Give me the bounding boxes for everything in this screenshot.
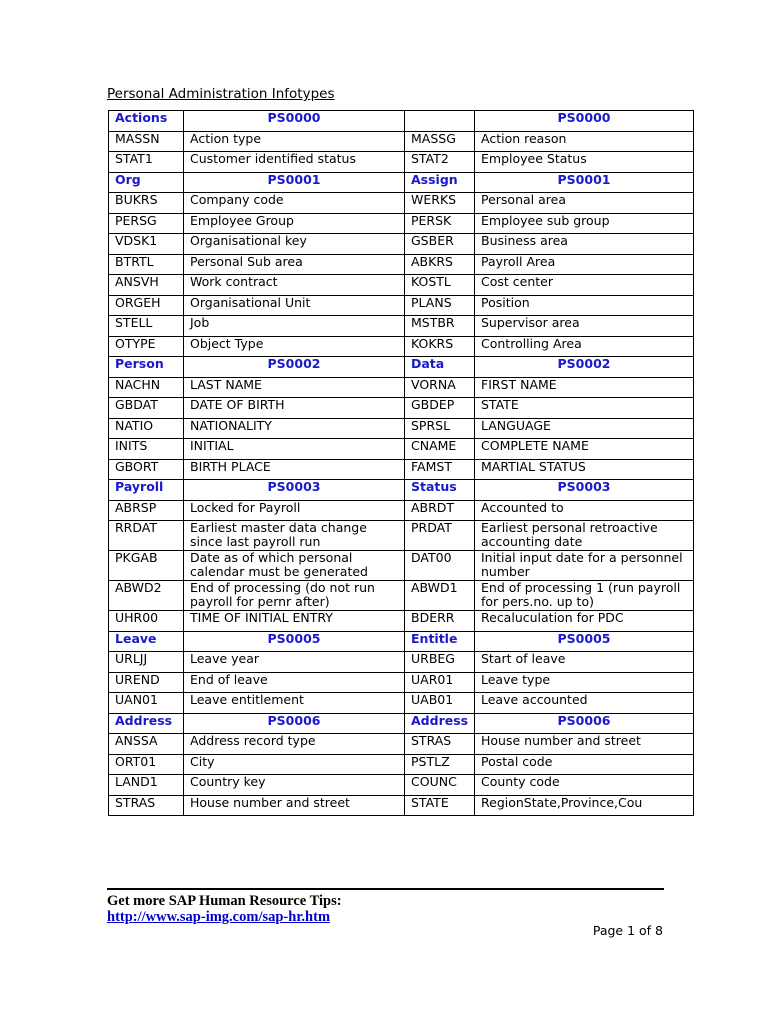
field-desc-left: Action type [184, 131, 405, 152]
field-code-left: ABWD2 [109, 581, 184, 611]
section-header-row [109, 631, 694, 652]
field-code-right: UAR01 [405, 672, 475, 693]
field-desc-left: Personal Sub area [184, 254, 405, 275]
field-code-left: RRDAT [109, 521, 184, 551]
field-code-right: BDERR [405, 611, 475, 632]
field-desc-left: Address record type [184, 734, 405, 755]
field-desc-left: House number and street [184, 795, 405, 816]
table-row [109, 500, 694, 521]
field-code-left: GBORT [109, 459, 184, 480]
field-desc-right: Position [475, 295, 694, 316]
field-desc-left: Job [184, 316, 405, 337]
section-label: Actions [109, 111, 184, 132]
field-desc-right: County code [475, 775, 694, 796]
field-desc-right: Cost center [475, 275, 694, 296]
infotype-number: PS0005 [475, 631, 694, 652]
field-code-left: INITS [109, 439, 184, 460]
section-label: Data [405, 357, 475, 378]
field-desc-right: End of processing 1 (run payroll for pers.no. up to) [475, 581, 694, 611]
section-label: Org [109, 172, 184, 193]
section-label: Address [109, 713, 184, 734]
field-code-left: MASSN [109, 131, 184, 152]
infotype-number: PS0002 [184, 357, 405, 378]
field-code-left: ORT01 [109, 754, 184, 775]
infotype-number: PS0000 [184, 111, 405, 132]
field-desc-right: RegionState,Province,Cou [475, 795, 694, 816]
field-desc-left: Customer identified status [184, 152, 405, 173]
field-desc-left: End of processing (do not run payroll for pernr after) [184, 581, 405, 611]
table-row [109, 131, 694, 152]
field-desc-right: Accounted to [475, 500, 694, 521]
field-code-left: NACHN [109, 377, 184, 398]
field-code-left: UREND [109, 672, 184, 693]
field-code-left: LAND1 [109, 775, 184, 796]
table-row [109, 398, 694, 419]
field-code-right: GSBER [405, 234, 475, 255]
field-desc-right: Leave accounted [475, 693, 694, 714]
section-header-row [109, 713, 694, 734]
infotype-number: PS0006 [475, 713, 694, 734]
field-code-left: ANSVH [109, 275, 184, 296]
field-desc-left: Date as of which personal calendar must be generated [184, 551, 405, 581]
field-code-right: KOKRS [405, 336, 475, 357]
field-code-left: URLJJ [109, 652, 184, 673]
field-desc-right: Personal area [475, 193, 694, 214]
infotype-number: PS0002 [475, 357, 694, 378]
infotype-number: PS0006 [184, 713, 405, 734]
field-desc-left: TIME OF INITIAL ENTRY [184, 611, 405, 632]
field-code-right: GBDEP [405, 398, 475, 419]
field-desc-left: City [184, 754, 405, 775]
field-desc-left: End of leave [184, 672, 405, 693]
field-desc-right: Postal code [475, 754, 694, 775]
field-desc-left: Locked for Payroll [184, 500, 405, 521]
field-code-right: DAT00 [405, 551, 475, 581]
page-number: Page 1 of 8 [592, 923, 663, 938]
field-desc-right: Action reason [475, 131, 694, 152]
infotype-number: PS0001 [184, 172, 405, 193]
section-label: Person [109, 357, 184, 378]
table-row [109, 418, 694, 439]
section-label: Assign [405, 172, 475, 193]
field-desc-left: NATIONALITY [184, 418, 405, 439]
table-row [109, 254, 694, 275]
field-code-left: PERSG [109, 213, 184, 234]
field-desc-left: Organisational key [184, 234, 405, 255]
table-row [109, 275, 694, 296]
table-row [109, 551, 694, 581]
field-code-right: WERKS [405, 193, 475, 214]
field-code-left: BTRTL [109, 254, 184, 275]
section-header-row [109, 357, 694, 378]
infotype-number: PS0003 [184, 480, 405, 501]
field-code-left: PKGAB [109, 551, 184, 581]
field-code-right: MASSG [405, 131, 475, 152]
field-desc-right: Employee Status [475, 152, 694, 173]
field-code-right: PERSK [405, 213, 475, 234]
field-code-right: FAMST [405, 459, 475, 480]
field-code-right: COUNC [405, 775, 475, 796]
field-desc-right: Controlling Area [475, 336, 694, 357]
field-code-right: MSTBR [405, 316, 475, 337]
field-desc-right: LANGUAGE [475, 418, 694, 439]
field-code-left: VDSK1 [109, 234, 184, 255]
field-code-left: GBDAT [109, 398, 184, 419]
field-code-right: URBEG [405, 652, 475, 673]
field-desc-left: DATE OF BIRTH [184, 398, 405, 419]
field-code-right: STATE [405, 795, 475, 816]
section-label: Entitle [405, 631, 475, 652]
field-code-left: NATIO [109, 418, 184, 439]
table-row [109, 672, 694, 693]
section-label [405, 111, 475, 132]
field-desc-left: Leave entitlement [184, 693, 405, 714]
footer-divider [107, 888, 664, 890]
field-code-left: ORGEH [109, 295, 184, 316]
field-desc-right: MARTIAL STATUS [475, 459, 694, 480]
field-desc-left: Leave year [184, 652, 405, 673]
field-code-left: ABRSP [109, 500, 184, 521]
field-code-right: PSTLZ [405, 754, 475, 775]
infotype-number: PS0005 [184, 631, 405, 652]
section-label: Payroll [109, 480, 184, 501]
field-desc-left: Country key [184, 775, 405, 796]
table-row [109, 734, 694, 755]
field-code-right: VORNA [405, 377, 475, 398]
table-row [109, 295, 694, 316]
field-code-left: UAN01 [109, 693, 184, 714]
infotype-number: PS0003 [475, 480, 694, 501]
field-desc-left: Work contract [184, 275, 405, 296]
section-label: Status [405, 480, 475, 501]
field-code-right: STAT2 [405, 152, 475, 173]
footer-tips-text: Get more SAP Human Resource Tips: [107, 893, 342, 909]
table-row [109, 459, 694, 480]
field-desc-right: Payroll Area [475, 254, 694, 275]
footer-link[interactable]: http://www.sap-img.com/sap-hr.htm [107, 909, 331, 925]
field-desc-left: Company code [184, 193, 405, 214]
field-desc-right: FIRST NAME [475, 377, 694, 398]
field-code-right: CNAME [405, 439, 475, 460]
table-row [109, 213, 694, 234]
table-row [109, 152, 694, 173]
field-code-right: STRAS [405, 734, 475, 755]
field-desc-right: Supervisor area [475, 316, 694, 337]
field-desc-right: House number and street [475, 734, 694, 755]
table-row [109, 439, 694, 460]
field-code-left: UHR00 [109, 611, 184, 632]
page-title: Personal Administration Infotypes [107, 86, 335, 102]
field-desc-left: Organisational Unit [184, 295, 405, 316]
field-desc-left: Object Type [184, 336, 405, 357]
table-row [109, 193, 694, 214]
field-code-right: ABKRS [405, 254, 475, 275]
table-row [109, 377, 694, 398]
field-code-left: BUKRS [109, 193, 184, 214]
table-row [109, 775, 694, 796]
table-row [109, 652, 694, 673]
field-code-right: UAB01 [405, 693, 475, 714]
field-code-left: STRAS [109, 795, 184, 816]
field-desc-left: LAST NAME [184, 377, 405, 398]
infotypes-table [108, 110, 694, 816]
table-row [109, 581, 694, 611]
section-label: Address [405, 713, 475, 734]
field-code-left: STAT1 [109, 152, 184, 173]
table-row [109, 316, 694, 337]
field-code-right: PRDAT [405, 521, 475, 551]
field-desc-left: BIRTH PLACE [184, 459, 405, 480]
table-row [109, 611, 694, 632]
field-desc-left: INITIAL [184, 439, 405, 460]
infotype-number: PS0000 [475, 111, 694, 132]
field-code-right: KOSTL [405, 275, 475, 296]
field-code-right: SPRSL [405, 418, 475, 439]
table-row [109, 693, 694, 714]
field-desc-right: Initial input date for a personnel number [475, 551, 694, 581]
section-label: Leave [109, 631, 184, 652]
field-code-left: OTYPE [109, 336, 184, 357]
field-code-right: ABWD1 [405, 581, 475, 611]
field-code-left: STELL [109, 316, 184, 337]
field-desc-right: STATE [475, 398, 694, 419]
field-desc-right: Recaluculation for PDC [475, 611, 694, 632]
section-header-row [109, 111, 694, 132]
section-header-row [109, 480, 694, 501]
table-row [109, 754, 694, 775]
field-desc-right: Business area [475, 234, 694, 255]
field-desc-right: Leave type [475, 672, 694, 693]
field-desc-right: Start of leave [475, 652, 694, 673]
infotype-number: PS0001 [475, 172, 694, 193]
table-row [109, 234, 694, 255]
field-desc-right: Earliest personal retroactive accounting date [475, 521, 694, 551]
field-code-right: ABRDT [405, 500, 475, 521]
table-row [109, 336, 694, 357]
field-desc-left: Earliest master data change since last payroll run [184, 521, 405, 551]
field-code-right: PLANS [405, 295, 475, 316]
field-code-left: ANSSA [109, 734, 184, 755]
section-header-row [109, 172, 694, 193]
table-row [109, 795, 694, 816]
field-desc-right: COMPLETE NAME [475, 439, 694, 460]
table-row [109, 521, 694, 551]
field-desc-right: Employee sub group [475, 213, 694, 234]
field-desc-left: Employee Group [184, 213, 405, 234]
